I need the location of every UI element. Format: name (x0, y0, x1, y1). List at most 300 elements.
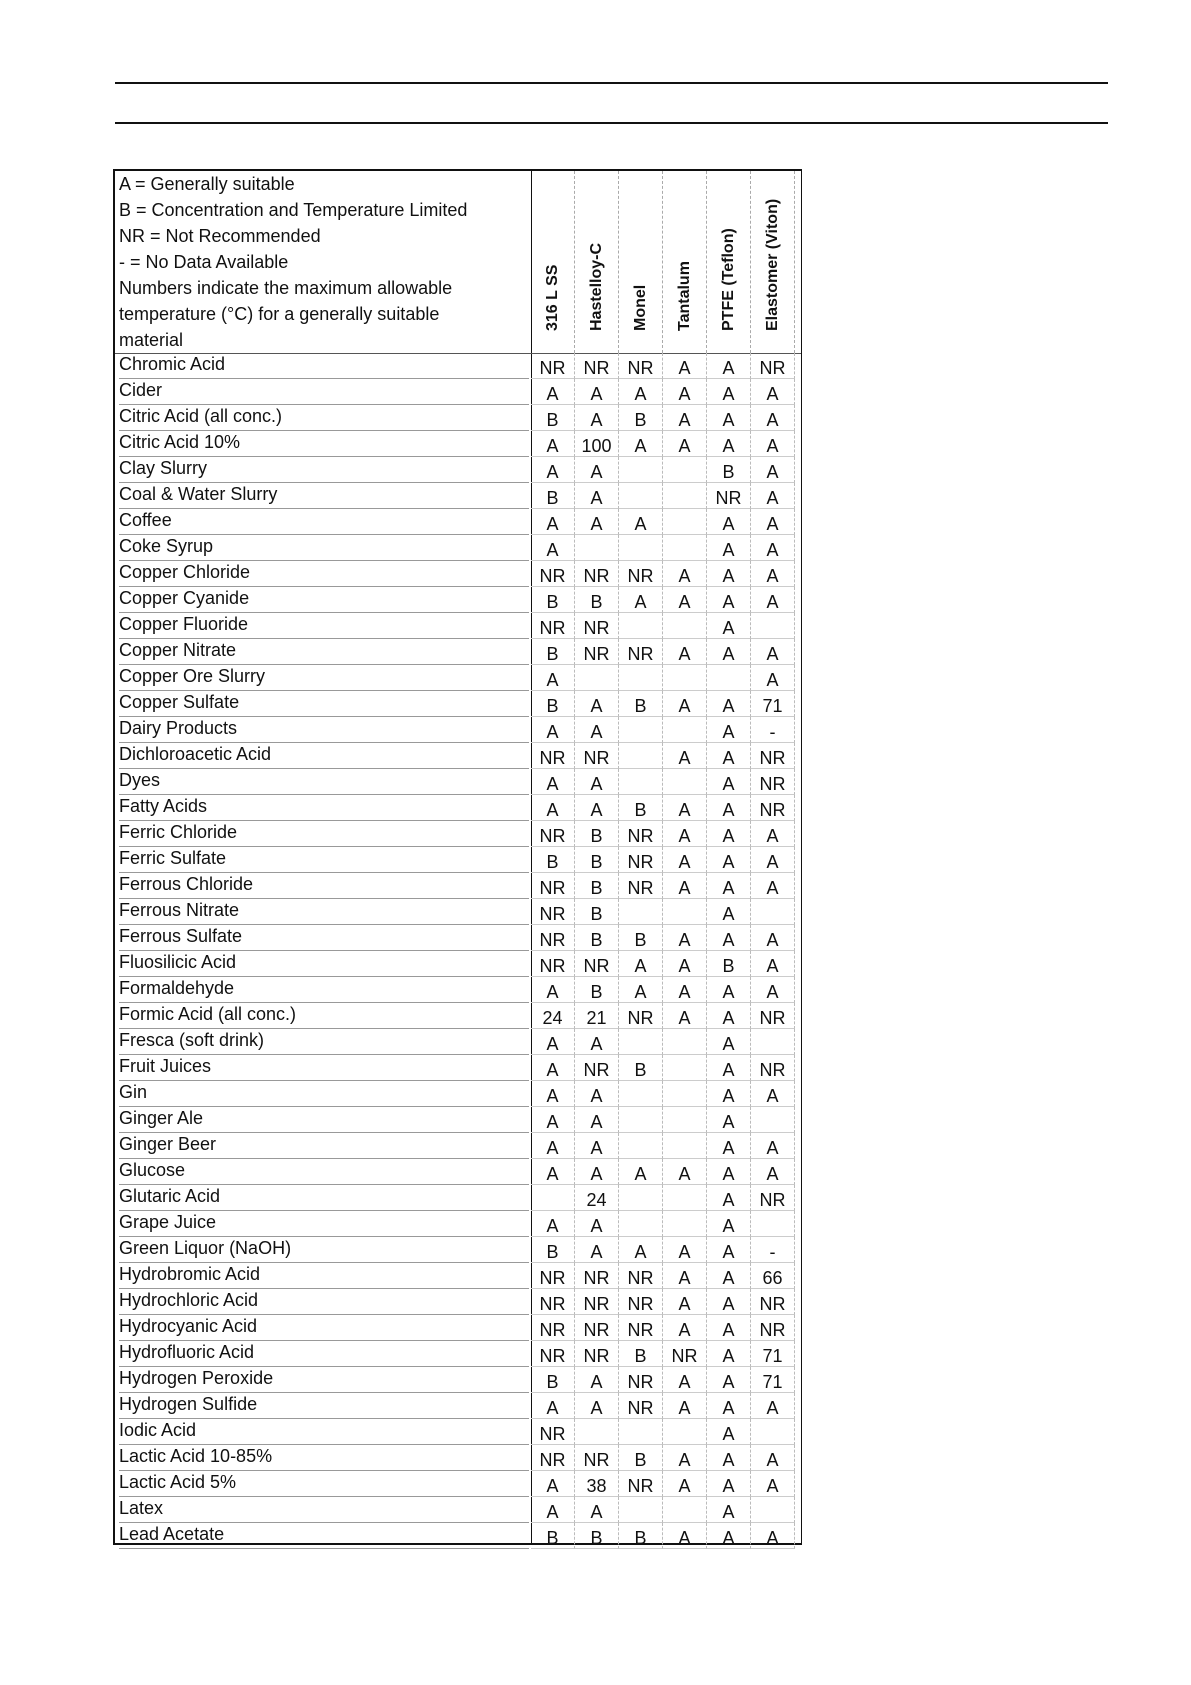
rating-cell: A (707, 1445, 751, 1471)
rating-cell: B (575, 925, 619, 951)
table-row (115, 1523, 801, 1549)
rating-cell: A (751, 847, 795, 873)
rating-cell: A (663, 1003, 707, 1029)
rating-cell: NR (575, 1341, 619, 1367)
rating-cell: A (707, 1315, 751, 1341)
rating-cell: NR (619, 821, 663, 847)
chemical-name: Ginger Ale (119, 1107, 529, 1133)
rating-cell: A (663, 873, 707, 899)
rating-cell: A (707, 873, 751, 899)
table-row (115, 1289, 801, 1315)
rating-cell: B (575, 1523, 619, 1549)
rating-cell: B (531, 405, 575, 431)
rating-cell: A (575, 1107, 619, 1133)
rating-cell: A (707, 1081, 751, 1107)
column-header (531, 171, 575, 353)
chemical-name: Formaldehyde (119, 977, 529, 1003)
rating-cell: A (707, 925, 751, 951)
rating-cell: NR (531, 1315, 575, 1341)
rating-cell (619, 1211, 663, 1237)
rating-cell: A (707, 1523, 751, 1549)
rating-cell (619, 483, 663, 509)
table-row (115, 1263, 801, 1289)
rating-cell: NR (531, 1263, 575, 1289)
rating-cell: A (707, 509, 751, 535)
chemical-name: Grape Juice (119, 1211, 529, 1237)
table-row (115, 717, 801, 743)
rating-cell (619, 743, 663, 769)
chemical-name: Fatty Acids (119, 795, 529, 821)
table-row (115, 639, 801, 665)
rating-cell: A (707, 1419, 751, 1445)
rating-cell: A (619, 587, 663, 613)
rating-cell: A (663, 1367, 707, 1393)
rating-cell: A (707, 535, 751, 561)
rating-cell: NR (707, 483, 751, 509)
table-row (115, 1315, 801, 1341)
chemical-name: Dichloroacetic Acid (119, 743, 529, 769)
rating-cell (663, 769, 707, 795)
rating-cell: NR (751, 795, 795, 821)
column-header (707, 171, 751, 353)
rating-cell (619, 1107, 663, 1133)
chemical-name: Lactic Acid 10-85% (119, 1445, 529, 1471)
rating-cell: NR (619, 847, 663, 873)
rating-cell: A (751, 535, 795, 561)
rating-cell: NR (531, 925, 575, 951)
column-header-label: 316 L SS (543, 264, 561, 331)
table-row (115, 691, 801, 717)
rating-cell: A (707, 821, 751, 847)
chemical-name: Coal & Water Slurry (119, 483, 529, 509)
rating-cell: A (707, 977, 751, 1003)
rating-cell: A (575, 1497, 619, 1523)
chemical-name: Clay Slurry (119, 457, 529, 483)
table-row (115, 743, 801, 769)
table-row (115, 405, 801, 431)
rating-cell: A (707, 1289, 751, 1315)
rating-cell: B (707, 951, 751, 977)
table-row (115, 613, 801, 639)
table-row (115, 1341, 801, 1367)
legend-line: Numbers indicate the maximum allowable (119, 278, 453, 298)
rating-cell: A (663, 1263, 707, 1289)
rating-cell: A (707, 691, 751, 717)
rating-cell: B (531, 483, 575, 509)
rating-cell: A (663, 1159, 707, 1185)
rating-cell: A (707, 1471, 751, 1497)
rating-cell: A (663, 587, 707, 613)
rating-cell: A (707, 353, 751, 379)
rating-cell: A (575, 483, 619, 509)
chemical-name: Ferric Sulfate (119, 847, 529, 873)
rating-cell (531, 1185, 575, 1211)
rating-cell: NR (531, 1341, 575, 1367)
rating-cell (663, 1419, 707, 1445)
rating-cell: A (663, 1523, 707, 1549)
rating-cell: A (751, 665, 795, 691)
rating-cell: NR (575, 561, 619, 587)
chemical-name: Hydrogen Peroxide (119, 1367, 529, 1393)
legend-line: B = Concentration and Temperature Limited (119, 200, 468, 220)
rating-cell: A (707, 1237, 751, 1263)
header-rule (115, 122, 1108, 124)
table-row (115, 1107, 801, 1133)
chemical-name: Latex (119, 1497, 529, 1523)
rating-cell: NR (619, 1367, 663, 1393)
rating-cell: A (663, 1471, 707, 1497)
rating-cell (619, 665, 663, 691)
rating-cell: A (575, 1133, 619, 1159)
rating-cell (619, 1419, 663, 1445)
rating-cell: B (531, 1367, 575, 1393)
table-row (115, 847, 801, 873)
rating-cell: NR (531, 821, 575, 847)
table-row (115, 925, 801, 951)
rating-cell: NR (619, 639, 663, 665)
table-row (115, 1159, 801, 1185)
rating-cell (751, 1107, 795, 1133)
rating-cell (619, 717, 663, 743)
rating-cell: A (663, 405, 707, 431)
rating-cell: A (751, 1523, 795, 1549)
rating-cell: A (751, 925, 795, 951)
rating-cell: B (619, 1055, 663, 1081)
rating-cell: NR (575, 743, 619, 769)
rating-cell: A (531, 535, 575, 561)
rating-cell: A (663, 639, 707, 665)
rating-cell: B (531, 587, 575, 613)
rating-cell: NR (531, 951, 575, 977)
rating-cell: A (531, 1029, 575, 1055)
table-row (115, 1133, 801, 1159)
chemical-name: Fluosilicic Acid (119, 951, 529, 977)
rating-cell: A (707, 1133, 751, 1159)
rating-cell: NR (751, 743, 795, 769)
rating-cell: B (575, 899, 619, 925)
rating-cell: NR (751, 1055, 795, 1081)
rating-cell: B (575, 847, 619, 873)
rating-cell (663, 1497, 707, 1523)
chemical-name: Hydrobromic Acid (119, 1263, 529, 1289)
rating-cell: A (663, 431, 707, 457)
rating-cell: NR (751, 1003, 795, 1029)
rating-cell: NR (619, 1393, 663, 1419)
rating-cell: A (619, 1237, 663, 1263)
rating-cell: NR (531, 353, 575, 379)
table-row (115, 821, 801, 847)
rating-cell: A (531, 1471, 575, 1497)
rating-cell: A (575, 405, 619, 431)
chemical-name: Fresca (soft drink) (119, 1029, 529, 1055)
rating-cell: NR (531, 561, 575, 587)
rating-cell: NR (619, 1003, 663, 1029)
table-row (115, 873, 801, 899)
rating-cell (663, 1133, 707, 1159)
table-row (115, 951, 801, 977)
rating-cell: B (575, 587, 619, 613)
column-header (575, 171, 619, 353)
rating-cell: NR (575, 1289, 619, 1315)
table-row (115, 899, 801, 925)
chemical-name: Coke Syrup (119, 535, 529, 561)
rating-cell (663, 509, 707, 535)
chemical-name: Lead Acetate (119, 1523, 529, 1549)
column-header (619, 171, 663, 353)
rating-cell: A (531, 1081, 575, 1107)
rating-cell (663, 535, 707, 561)
legend-line: A = Generally suitable (119, 174, 295, 194)
top-rule (115, 82, 1108, 84)
rating-cell: A (531, 457, 575, 483)
rating-cell: A (575, 769, 619, 795)
rating-cell: NR (619, 873, 663, 899)
table-row (115, 1185, 801, 1211)
rating-cell: A (707, 1185, 751, 1211)
rating-cell: NR (619, 1315, 663, 1341)
rating-cell (575, 535, 619, 561)
rating-cell (663, 1185, 707, 1211)
rating-cell: A (619, 431, 663, 457)
rating-cell: NR (619, 1471, 663, 1497)
rating-cell: A (751, 1471, 795, 1497)
table-row (115, 1237, 801, 1263)
rating-cell: NR (575, 951, 619, 977)
chemical-name: Glutaric Acid (119, 1185, 529, 1211)
rating-cell: A (575, 1029, 619, 1055)
rating-cell: A (707, 1055, 751, 1081)
rating-cell (619, 1185, 663, 1211)
rating-cell (707, 665, 751, 691)
rating-cell: A (531, 509, 575, 535)
chemical-name: Dairy Products (119, 717, 529, 743)
column-header-label: Monel (631, 284, 649, 331)
rating-cell: A (707, 1003, 751, 1029)
rating-cell: A (663, 1237, 707, 1263)
rating-cell: A (575, 1393, 619, 1419)
chemical-name: Ferrous Sulfate (119, 925, 529, 951)
rating-cell: NR (531, 873, 575, 899)
rating-cell: B (619, 691, 663, 717)
rating-cell (751, 613, 795, 639)
rating-cell: NR (663, 1341, 707, 1367)
rating-cell: A (707, 561, 751, 587)
chemical-name: Green Liquor (NaOH) (119, 1237, 529, 1263)
rating-cell: A (531, 769, 575, 795)
rating-cell: A (751, 483, 795, 509)
rating-cell: A (663, 353, 707, 379)
rating-cell: NR (619, 1289, 663, 1315)
rating-cell: NR (619, 561, 663, 587)
rating-cell: A (575, 795, 619, 821)
rating-cell (663, 1055, 707, 1081)
table-row (115, 769, 801, 795)
rating-cell (663, 1211, 707, 1237)
table-row (115, 1367, 801, 1393)
chemical-name: Citric Acid (all conc.) (119, 405, 529, 431)
chemical-name: Lactic Acid 5% (119, 1471, 529, 1497)
chemical-name: Hydrofluoric Acid (119, 1341, 529, 1367)
rating-cell: A (663, 821, 707, 847)
rating-cell: NR (575, 353, 619, 379)
rating-cell: - (751, 717, 795, 743)
table-row (115, 795, 801, 821)
column-header (751, 171, 795, 353)
rating-cell: B (531, 1523, 575, 1549)
table-row (115, 379, 801, 405)
rating-cell: A (707, 613, 751, 639)
rating-cell (751, 899, 795, 925)
rating-cell: A (663, 977, 707, 1003)
rating-cell: A (531, 795, 575, 821)
rating-cell: - (751, 1237, 795, 1263)
rating-cell: A (751, 1159, 795, 1185)
rating-cell (751, 1029, 795, 1055)
rating-cell: B (619, 795, 663, 821)
table-row (115, 1393, 801, 1419)
rating-cell (751, 1497, 795, 1523)
rating-cell: NR (531, 1289, 575, 1315)
rating-cell: A (707, 1367, 751, 1393)
rating-cell: A (531, 1133, 575, 1159)
rating-cell: NR (751, 1289, 795, 1315)
rating-cell (619, 457, 663, 483)
rating-cell: 71 (751, 1367, 795, 1393)
column-header-label: Elastomer (Viton) (763, 198, 781, 331)
legend-line: temperature (°C) for a generally suitable (119, 304, 440, 324)
rating-cell: NR (751, 353, 795, 379)
table-row (115, 587, 801, 613)
table-row (115, 561, 801, 587)
rating-cell: A (751, 1133, 795, 1159)
rating-cell: NR (531, 743, 575, 769)
rating-cell: A (707, 1393, 751, 1419)
rating-cell: A (575, 1081, 619, 1107)
rating-cell (619, 535, 663, 561)
table-row (115, 665, 801, 691)
table-row (115, 1055, 801, 1081)
rating-cell: NR (531, 613, 575, 639)
rating-cell: A (663, 691, 707, 717)
rating-cell: A (575, 1211, 619, 1237)
rating-cell: A (707, 405, 751, 431)
rating-cell: A (619, 509, 663, 535)
rating-cell: A (663, 561, 707, 587)
chemical-name: Dyes (119, 769, 529, 795)
rating-cell: B (619, 1523, 663, 1549)
rating-cell: A (619, 379, 663, 405)
rating-cell: A (531, 1159, 575, 1185)
rating-cell: A (751, 821, 795, 847)
chemical-name: Ginger Beer (119, 1133, 529, 1159)
rating-cell: NR (619, 353, 663, 379)
table-row (115, 1003, 801, 1029)
rating-cell: A (531, 977, 575, 1003)
rating-cell: NR (575, 1263, 619, 1289)
rating-cell: A (707, 1211, 751, 1237)
rating-cell: 71 (751, 691, 795, 717)
rating-cell: NR (531, 1445, 575, 1471)
chemical-name: Formic Acid (all conc.) (119, 1003, 529, 1029)
rating-cell: A (707, 587, 751, 613)
rating-cell (663, 613, 707, 639)
table-row (115, 431, 801, 457)
legend (115, 171, 531, 353)
table-row (115, 1081, 801, 1107)
chemical-name: Copper Ore Slurry (119, 665, 529, 691)
chemical-name: Chromic Acid (119, 353, 529, 379)
rating-cell (663, 1107, 707, 1133)
rating-cell: A (751, 951, 795, 977)
rating-cell: A (707, 1263, 751, 1289)
rating-cell: NR (751, 1185, 795, 1211)
chemical-name: Copper Chloride (119, 561, 529, 587)
chemical-name: Ferrous Chloride (119, 873, 529, 899)
rating-cell: A (575, 1237, 619, 1263)
chemical-name: Hydrogen Sulfide (119, 1393, 529, 1419)
rating-cell: A (751, 457, 795, 483)
rating-cell: A (575, 1367, 619, 1393)
rating-cell (663, 457, 707, 483)
chemical-name: Glucose (119, 1159, 529, 1185)
rating-cell: A (531, 1107, 575, 1133)
rating-cell: A (663, 1445, 707, 1471)
rating-cell: A (707, 899, 751, 925)
rating-cell (663, 1029, 707, 1055)
table-row (115, 353, 801, 379)
chemical-name: Copper Nitrate (119, 639, 529, 665)
rating-cell: 21 (575, 1003, 619, 1029)
rating-cell: A (751, 977, 795, 1003)
rating-cell: A (751, 1393, 795, 1419)
rating-cell: B (531, 639, 575, 665)
compatibility-chart (113, 169, 802, 1548)
legend-line: - = No Data Available (119, 252, 289, 272)
rating-cell: A (751, 431, 795, 457)
rating-cell: A (575, 717, 619, 743)
column-header-label: PTFE (Teflon) (719, 228, 737, 331)
chemical-name: Cider (119, 379, 529, 405)
rating-cell (619, 769, 663, 795)
rating-cell: 24 (575, 1185, 619, 1211)
rating-cell: A (663, 1315, 707, 1341)
chemical-name: Copper Cyanide (119, 587, 529, 613)
rating-cell: A (575, 691, 619, 717)
rating-cell: B (619, 1445, 663, 1471)
rating-cell: A (751, 405, 795, 431)
table-row (115, 483, 801, 509)
rating-cell: A (751, 509, 795, 535)
rating-cell: NR (575, 1445, 619, 1471)
rating-cell: 100 (575, 431, 619, 457)
rating-cell: A (531, 1393, 575, 1419)
chemical-name: Ferric Chloride (119, 821, 529, 847)
rating-cell: B (619, 405, 663, 431)
rating-cell: B (575, 873, 619, 899)
rating-cell: B (531, 1237, 575, 1263)
rating-cell: A (707, 1107, 751, 1133)
rating-cell: B (619, 925, 663, 951)
legend-line: material (119, 330, 184, 350)
rating-cell: B (575, 821, 619, 847)
rating-cell: NR (751, 769, 795, 795)
rating-cell (575, 665, 619, 691)
table-row (115, 1445, 801, 1471)
rating-cell: A (575, 457, 619, 483)
rating-cell: A (707, 795, 751, 821)
rating-cell: 24 (531, 1003, 575, 1029)
table-row (115, 1211, 801, 1237)
